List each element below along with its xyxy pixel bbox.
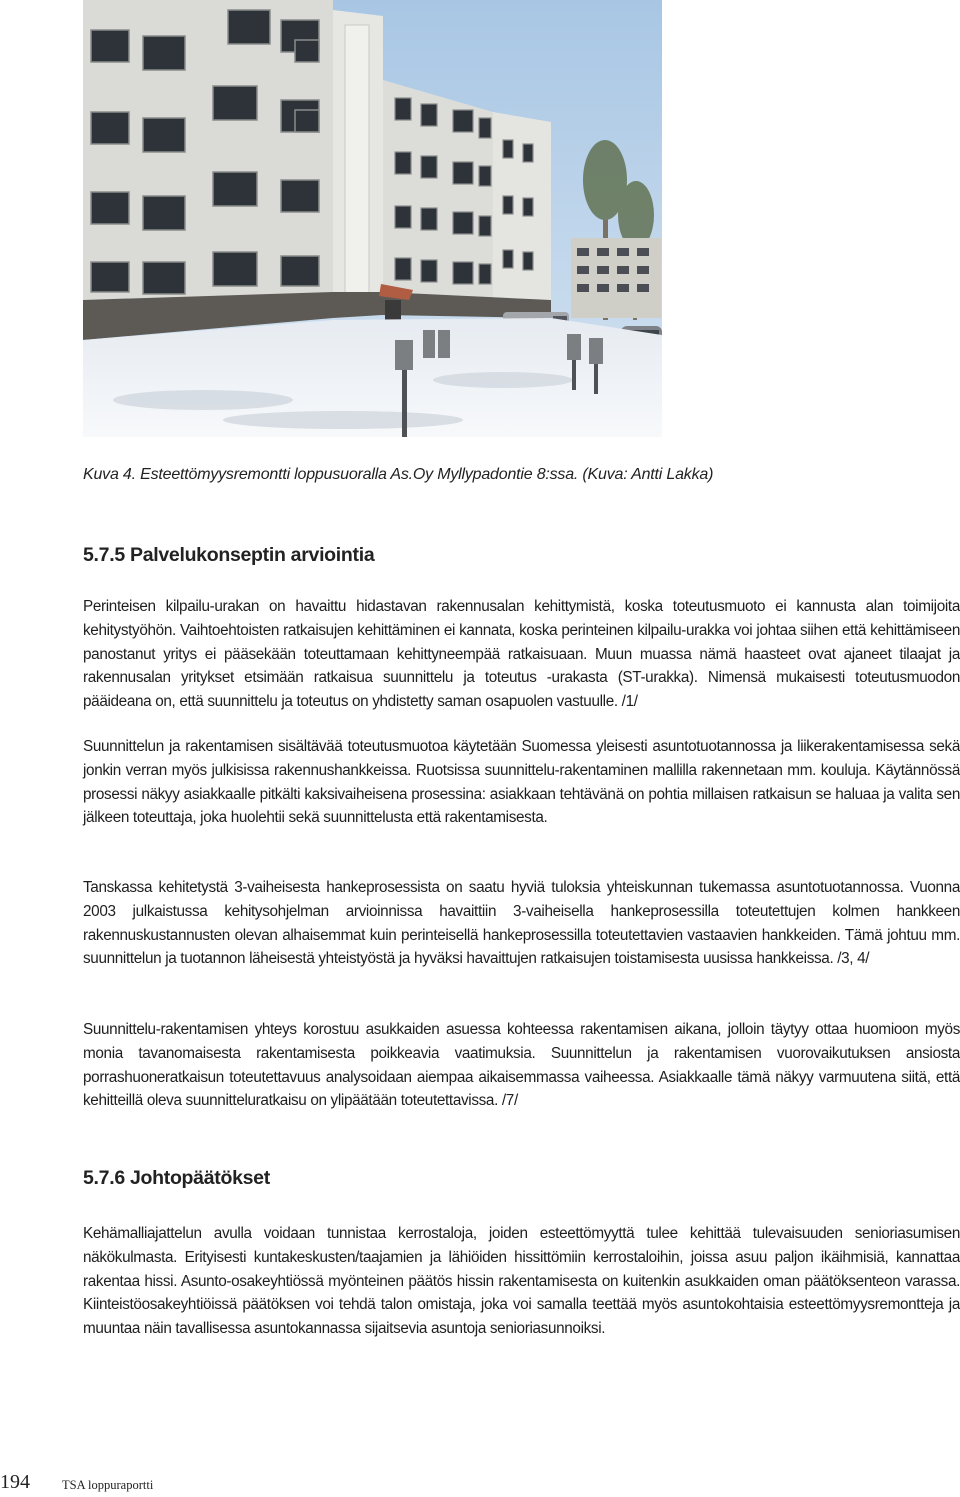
report-title: TSA loppuraportti [62,1478,154,1492]
figure-caption: Kuva 4. Esteettömyysremontti loppusuoralla As.Oy Myllypadontie 8:ssa. (Kuva: Antti Lakka) [83,466,714,483]
paragraph: Kehämalliajattelun avulla voidaan tunnistaa kerrostaloja, joiden esteettömyyttä tulee kehittää tulevaisuuden senioriasumisen näkökulmasta. Erityisesti kuntakeskusten/taajamien ja lähiöiden hissittömiin kerrostaloihin, joissa asuu paljon ikäihmisiä, kannattaa rakentaa hissi. Asunto-osakeyhtiössä myönteinen päätös hissin rakentamisesta on kuitenkin asukkaiden oman päätöksenteon varassa. Kiinteistöosakeyhtiöissä päätöksen voi tehdä talon omistaja, joka voi samalla teettää myös asuntokohtaisia esteettömyysremontteja ja muuntaa näin tavallisessa asuntokannassa sijaitsevia asuntoja senioriasunnoiksi. [83,1225,960,1338]
building-photo-illustration [83,0,662,437]
paragraph: Suunnittelun ja rakentamisen sisältävää toteutusmuotoa käytetään Suomessa yleisesti asuntotuotannossa ja liikerakentamisessa sekä jonkin verran myös julkisissa rakennushankkeissa. Ruotsissa suunnittelu-rakentaminen mallilla rakennetaan mm. kouluja. Käytännössä prosessi näkyy asiakkaalle pitkälti kaksivaiheisena prosessina: asiakkaan tehtävänä on pohtia millaisen ratkaisun se haluaa ja valita sen jälkeen toteuttaja, joka huolehtii sekä suunnittelusta että rakentamisesta. [83,738,960,827]
paragraph: Perinteisen kilpailu-urakan on havaittu hidastavan rakennusalan kehittymistä, koska toteutusmuoto ei kannusta alan toimijoita kehitystyöhön. Vaihtoehtoisten ratkaisujen kehittäminen ei kannata, koska perinteinen kilpailu-urakka voi johtaa siihen että kehittämiseen panostanut yritys ei pääsekään toteuttamaan kehittyneempää ratkaisuaan. Muun muassa nämä haasteet ovat ajaneet tilaajat ja rakennusalan yritykset etsimään ratkaisua suunnittelu ja toteutus -urakasta (ST-urakka). Nimensä mukaisesti toteutusmuodon pääideana on, että suunnittelu ja toteutus on yhdistetty saman osapuolen vastuulle. /1/ [83,598,960,711]
section-heading-johtopaatokset: 5.7.6 Johtopäätökset [83,1167,270,1189]
section-heading-palvelukonseptin-arviointia: 5.7.5 Palvelukonseptin arviointia [83,544,375,566]
page-number: 194 [0,1471,30,1493]
paragraph: Tanskassa kehitetystä 3-vaiheisesta hankeprosessista on saatu hyviä tuloksia yhteiskunnan tukemassa asuntotuotannossa. Vuonna 2003 julkaistussa kehitysohjelman arvioinnissa havaittiin 3-vaiheisella hankeprosessilla toteutettujen kolmen hankkeen rakennuskustannusten olevan alhaisemmat kuin perinteisellä hankeprosessilla toteutettavien vastaavien hankkeiden. Tämä johtuu mm. suunnittelun ja tuotannon läheisestä yhteistyöstä ja hyväksi havaittujen ratkaisujen toistamisesta uusissa hankkeissa. /3, 4/ [83,879,960,968]
paragraph: Suunnittelu-rakentamisen yhteys korostuu asukkaiden asuessa kohteessa rakentamisen aikana, jolloin täytyy ottaa huomioon myös monia tavanomaisesta rakentamisesta poikkeavia vaatimuksia. Suunnittelun ja rakentamisen vuorovaikutuksen ansiosta porrashuoneratkaisun toteutettavuus analysoidaan aiempaa aikaisemmassa vaiheessa. Asiakkaalle tämä näkyy varmuutena siitä, että kehitteillä oleva suunnitteluratkaisu on ylipäätään toteutettavissa. /7/ [83,1021,960,1110]
page-footer [0,1471,300,1497]
building-photo [83,0,662,437]
